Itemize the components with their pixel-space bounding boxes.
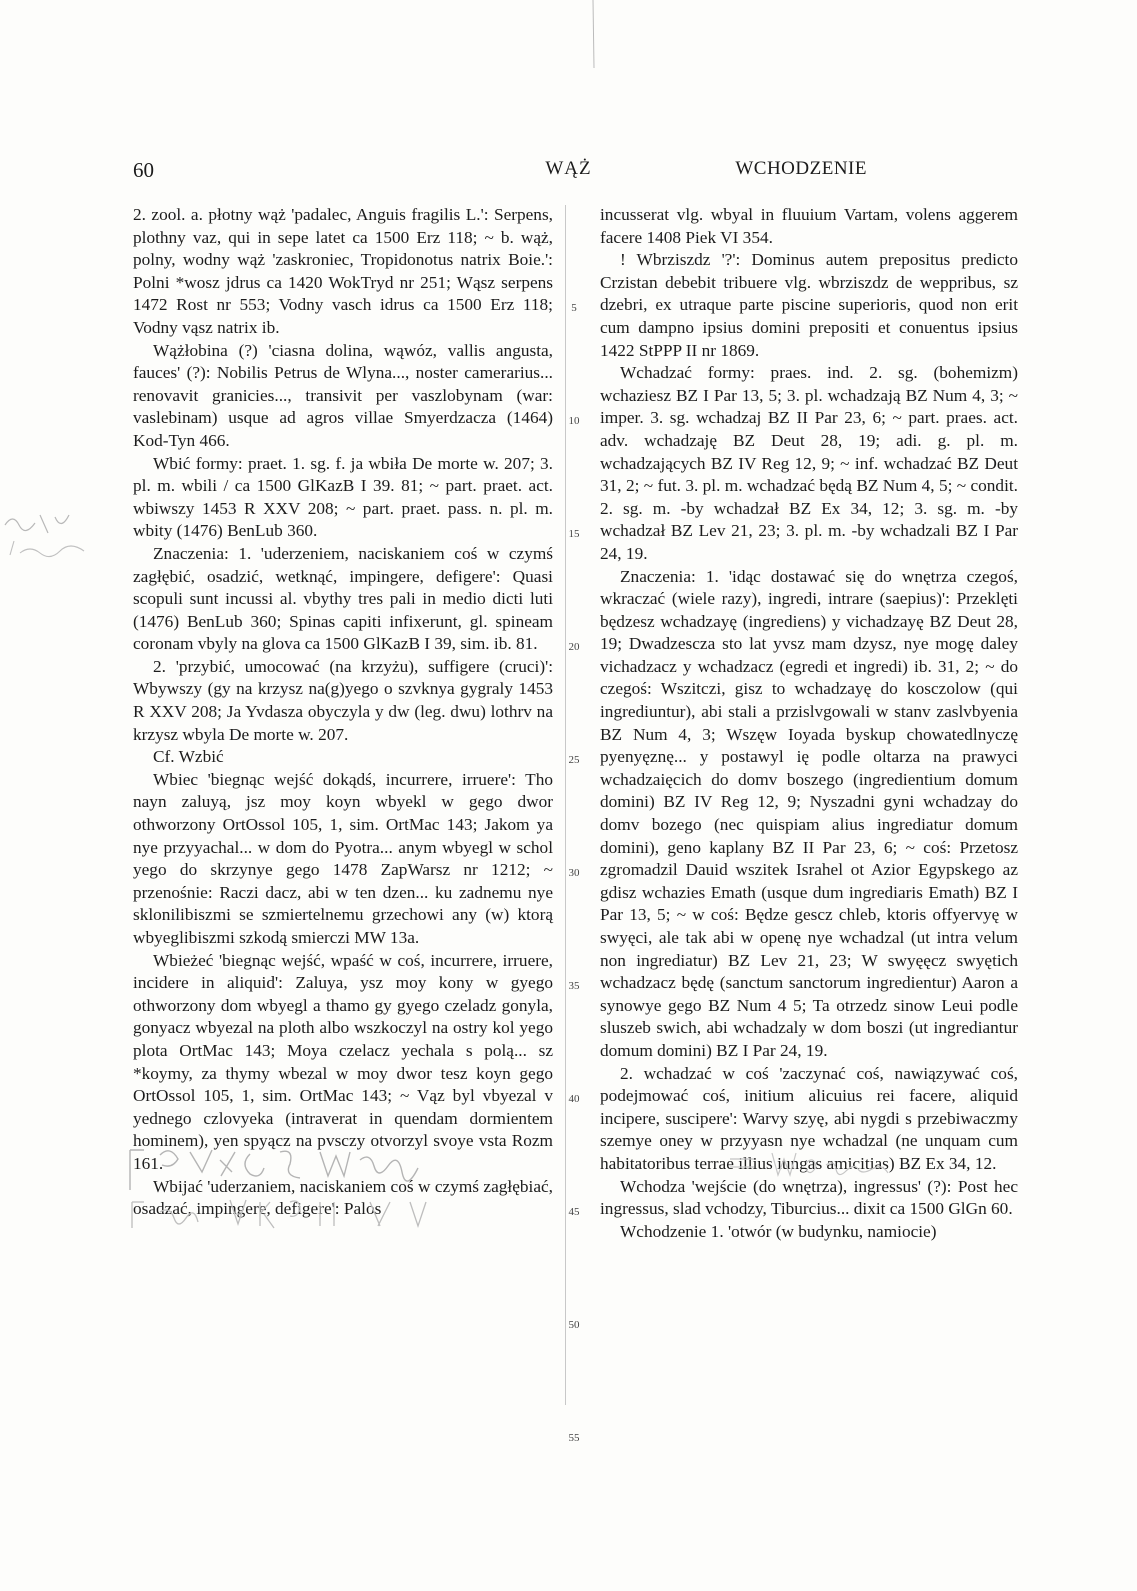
entry-wazlobina: Wążłobina (?) 'ciasna dolina, wąwóz, vallis angusta, fauces' (?): Nobilis Petrus de Wlyna..., noster camerarius... renovavit granicies..., transivit per vaszlobynam (war: vaslebinam) usque ad agros villae Smyerdzacza (1464) Kod-Tyn 466. <box>133 340 553 450</box>
entry-paragraph: incusserat vlg. wbyal in fluuium Vartam, volens aggerem facere 1408 Piek VI 354. <box>600 205 1018 247</box>
entry-paragraph: Znaczenia: 1. 'idąc dostawać się do wnętrza czegoś, wkraczać (wiele razy), ingredi, intrare (saepius)': Przeklęti będzesz wchadzayę (ingrediens) y vichadzayę BZ Deut 28, 19; Dwadzescza sto lat yvsz mam dzysz, nye mogę daley vichadzacz y wchadzacz (egredi et ingredi) ib. 31, 2; ~ do czegoś: Wszitczi, gisz to wchadzayę do kosczolow (qui ingrediuntur), abi stali a przislvgowali w stanv zaslvbyenia BZ Num 4, 3; Wszęw Ioyada byskup chowatedlnyczę pyenyęznę... y postawyl ię podle oltarza na prawyci wchadzaięcich do domv boszego (ingredientium domum domini) BZ IV Reg 12, 9; Nyszadni gyni wchadzay do domv bozego (nec quispiam alius ingrediatur domum domini), geno kaplany BZ II Par 23, 6; ~ coś: Przetosz zgromadzil Dauid wszitek Israhel ot Azior Egypskego az gdisz wchazies Emath (usque dum ingrediaris Emath) BZ I Par 13, 5; ~ w coś: Będze gescz chleb, ktoris offyervyę w swyęci, ale tak abi w openę nye wchadzal (ut intra velum non ingrediatur) BZ Lev 21, 23; W swyęęcz swyętich wchadzacz będę (sanctum sanctorum ingredientur) Aaron a synowye gego BZ Num 4 5; Ta otrzedz sinow Leui podle sluszeb swich, abi wchadzaly w dom boszi (ut ingrediantur domum domini) BZ I Par 24, 19. <box>600 566 1018 1060</box>
line-number: 30 <box>568 867 580 879</box>
left-column <box>133 204 553 1221</box>
line-number: 45 <box>568 1206 580 1218</box>
page-number: 60 <box>133 158 154 182</box>
entry-paragraph: 2. wchadzać w coś 'zaczynać coś, nawiązywać coś, podejmować coś, initium alicuius rei facere, aliquid incipere, suscipere': Warvy szyę, abi nygdi s przebiwaczmy szemye oney w przyyasn nye wchadzal (ne unquam cum habitatoribus terrae illius iungas amicitias) BZ Ex 34, 12. <box>600 1063 1018 1173</box>
entry-wbiezec: Wbieżeć 'biegnąc wejść, wpaść w coś, incurrere, irruere, incidere in aliquid': Zaluya, ysz moy kony w gyego othworzony dom wbyegl a thamo gy gyego czeladz gonyla, gonyacz wbyezal na ploth albo wszkoczyl na ostry kol yego plota OrtMac 143; Moya czelacz yechala s polą... sz *koymy, za thymy wbezal w moy dwor tesz koyn gego OrtOssol 105, 1, sim. OrtMac 143; ~ Vąz byl vbyezal v yednego czlovyeka (intraverat in quendam dormientem hominem), yen spyącz na pvsczy otvorzyl svoye vsta Rozm 161. <box>133 950 553 1173</box>
entry-wchodzenie: Wchodzenie 1. 'otwór (w budynku, namiocie) <box>620 1221 937 1241</box>
entry-wbijac: Wbijać 'uderzaniem, naciskaniem coś w czymś zagłębiać, osadzać, impingere, defigere': Palos <box>133 1176 553 1219</box>
line-number: 50 <box>568 1319 580 1331</box>
stray-mark <box>590 0 596 70</box>
entry-paragraph: 2. zool. a. płotny wąż 'padalec, Anguis fragilis L.': Serpens, plothny vaz, qui in sepe latet ca 1500 Erz 118; ~ b. wąż, polny, wodny wąż 'zaskroniec, Tropidonotus natrix Boie.': Polni *wosz jdrus ca 1420 WokTryd nr 251; Wąsz serpens 1472 Rost nr 553; Vodny vasch idrus ca 1500 Erz 118; Vodny vąsz natrix ib. <box>133 205 553 337</box>
line-number: 40 <box>568 1093 580 1105</box>
page-header <box>0 158 1137 188</box>
running-head-left: WĄŻ <box>545 158 592 179</box>
line-number: 20 <box>568 641 580 653</box>
line-number: 5 <box>571 302 577 314</box>
line-number: 25 <box>568 754 580 766</box>
entry-wchodza: Wchodza 'wejście (do wnętrza), ingressus' (?): Post hec ingressus, slad vchodzy, Tiburcius... dixit ca 1500 GlGn 60. <box>600 1176 1018 1219</box>
pencil-annotation-left <box>120 1130 460 1230</box>
cross-reference: Cf. Wzbić <box>153 747 224 767</box>
line-number: 10 <box>568 415 580 427</box>
entry-wchadzac: Wchadzać formy: praes. ind. 2. sg. (bohemizm) wchaziesz BZ I Par 13, 5; 3. pl. wchadzają BZ Num 4, 3; ~ imper. 3. sg. wchadzaj BZ II Par 23, 6; ~ part. praes. act. adv. wchadzaję BZ Deut 28, 19; adi. g. pl. m. wchadzających BZ IV Reg 12, 9; ~ inf. wchadzać BZ Deut 31, 2; ~ fut. 3. pl. m. wchadzać będą BZ Num 4, 5; ~ condit. 2. sg. m. -by wchadzał BZ Ex 34, 12; 3. sg. m. -by wchadzał BZ Lev 21, 23; 3. pl. m. -by wchadzali BZ I Par 24, 19. <box>600 363 1018 563</box>
line-number: 35 <box>568 980 580 992</box>
entry-paragraph: 2. 'przybić, umocować (na krzyżu), suffigere (cruci)': Wbywszy (gy na krzysz na(g)yego o szvknya gygraly 1453 R XXV 208; Ja Yvdasza obyczyla y dw (leg. dwu) lothrv na krzysz wbyla De morte w. 207. <box>133 656 553 744</box>
line-number: 55 <box>568 1432 580 1444</box>
pencil-annotation-right <box>730 1145 910 1185</box>
entry-wbrziszdz: ! Wbrziszdz '?': Dominus autem prepositus predicto Crzistan debebit tribuere vlg. wbrziszdz de weppribus, sz dzebri, ex utraque parte piscine superioris, quod non erit cum dampno ipsius domini prepositi et conuentus ipsius 1422 StPPP II nr 1869. <box>600 250 1018 360</box>
entry-paragraph: Znaczenia: 1. 'uderzeniem, naciskaniem coś w czymś zagłębić, osadzić, wetknąć, impingere, defigere': Quasi scopuli sunt incussi al. vbythy tres pali in medio dicti luti (1476) BenLub 360; Spinas capiti infixerunt, gl. spineam coronam vbyly na glova ca 1500 GlKazB I 39, sim. ib. 81. <box>133 543 553 654</box>
line-number: 15 <box>568 528 580 540</box>
entry-wbic: Wbić formy: praet. 1. sg. f. ja wbiła De morte w. 207; 3. pl. m. wbili / ca 1500 GlKazB I 39. 81; ~ part. praet. act. wbiwszy 1453 R XXV 208; ~ part. praet. pass. n. pl. m. wbity (1476) BenLub 360. <box>133 453 553 541</box>
right-column <box>600 204 1018 1243</box>
entry-wbiec: Wbiec 'biegnąc wejść dokądś, incurrere, irruere': Tho nayn zaluyą, jsz moy koyn wbyekl w gego dwor othworzony OrtOssol 105, 1, sim. OrtMac 143; Jakom ya nye przyyachal... w dom do Pyotra... anym wbyegl w schol yego do skrzynye gego 1478 ZapWarsz nr 1212; ~ przenośnie: Raczi dacz, abi w ten dzen... ku zadnemu nye sklonilibiszmi se szmiertelnemu grzechowi any (w) ktorą wbyeglibiszmi szkodą smierczi MW 13a. <box>133 769 553 947</box>
line-numbers <box>564 204 584 1444</box>
running-head-right: WCHODZENIE <box>735 158 867 179</box>
margin-pencil-note <box>0 495 110 565</box>
